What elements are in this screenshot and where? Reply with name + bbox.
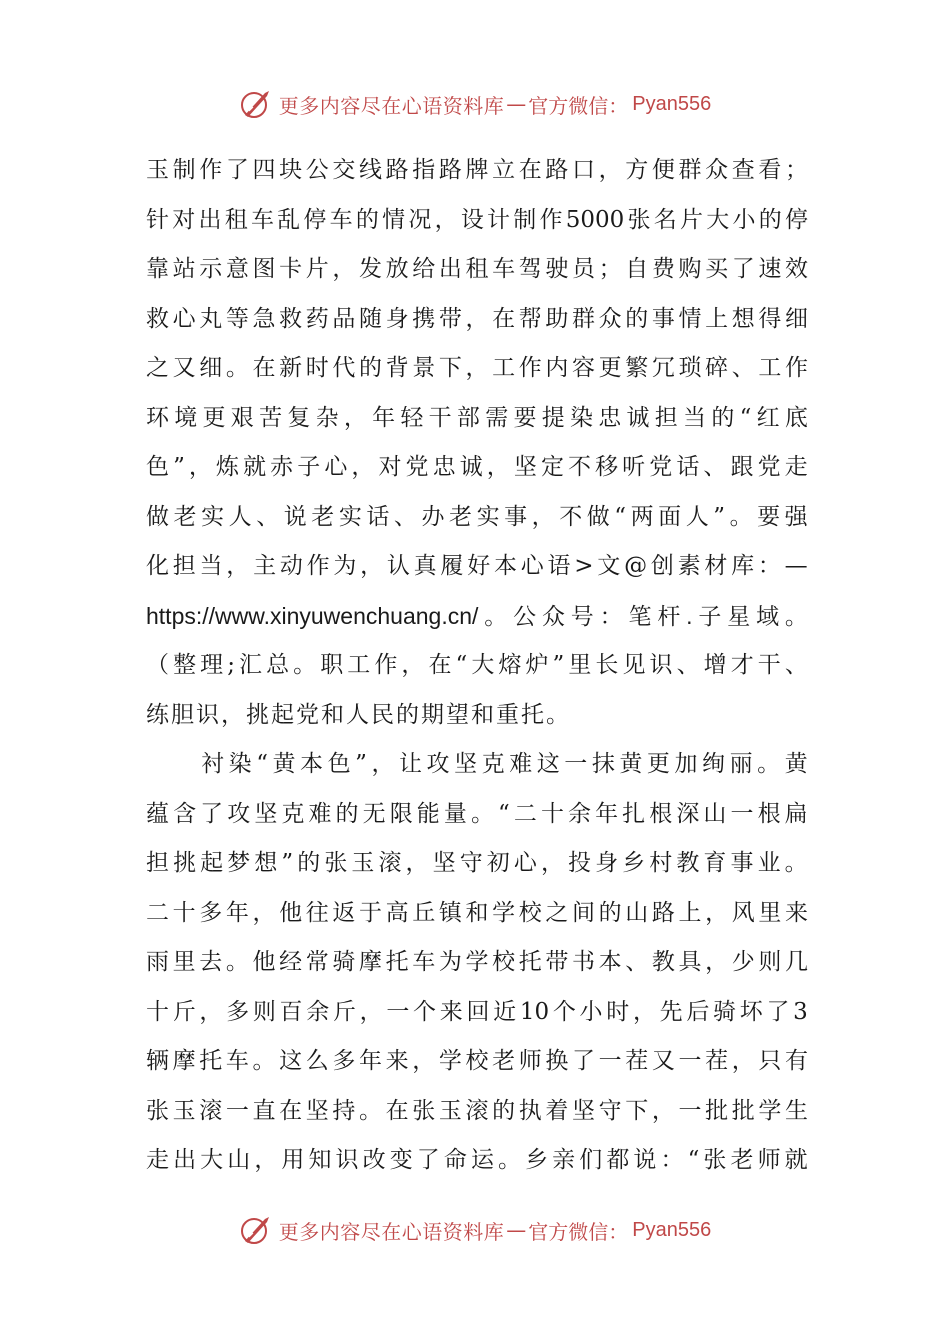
text-line-17: 雨 里 去 。 他 经 常 骑 摩 托 车 为 学 校 托 带 书 本 、 教 具 ， 少 则 几 [146, 949, 808, 975]
text-line-13: 衬 染 “ 黄 本 色 ” ， 让 攻 坚 克 难 这 一 抹 黄 更 加 绚 丽 。 黄 [201, 751, 808, 777]
text-line-14: 蕴 含 了 攻 坚 克 难 的 无 限 能 量 。 “ 二 十 余 年 扎 根 深 山 一 根 扁 [146, 800, 808, 827]
text-line-19: 辆 摩 托 车 。 这 么 多 年 来 ， 学 校 老 师 换 了 一 茬 又 一 茬 ， 只 有 [146, 1048, 808, 1074]
text-line-8: 做 老 实 人 、 说 老 实 话 、 办 老 实 事 ， 不 做 “ 两 面 人 ” 。 要 强 [146, 503, 808, 530]
text-line-2: 针 对 出 租 车 乱 停 车 的 情 况 ， 设 计 制 作 5000 张 名 片 大 小 的 停 [146, 206, 808, 233]
text-line-18: 十 斤 ， 多 则 百 余 斤 ， 一 个 来 回 近 10 个 小 时 ， 先 后 骑 坏 了 3 [146, 998, 808, 1025]
text-line-7: 色 ” ， 炼 就 赤 子 心 ， 对 党 忠 诚 ， 坚 定 不 移 听 党 话 、 跟 党 走 [146, 454, 808, 480]
text-line-21: 走 出 大 山 ， 用 知 识 改 变 了 命 运 。 乡 亲 们 都 说 ： “ 张 老 师 就 [146, 1147, 808, 1173]
banner-site-text: 更多内容尽在心语资料库 [278, 1219, 505, 1244]
quill-pen-logo-icon [239, 87, 273, 121]
text-line-11: （ 整 理 ; 汇 总 。 职 工 作 ， 在 “ 大 熔 炉 ” 里 长 见 识 、 增 才 干 、 [146, 652, 808, 678]
banner-official-label: 官方微信： [528, 1219, 629, 1244]
banner-dash: — [506, 1218, 527, 1242]
text-line-12: 练胆识，挑起党和人民的期望和重托。 [146, 701, 571, 728]
text-line-5: 之 又 细 。 在 新 时 代 的 背 景 下 ， 工 作 内 容 更 繁 冗 琐 碎 、 工 作 [146, 355, 808, 381]
text-line-10: https://www.xinyuwenchuang.cn/ 。 公 众 号 ： 笔 杆 . 子 星 域 。 [146, 602, 808, 629]
quill-pen-logo-icon [239, 1213, 273, 1247]
banner-site-text: 更多内容尽在心语资料库 [278, 93, 505, 118]
text-line-16: 二 十 多 年 ， 他 往 返 于 高 丘 镇 和 学 校 之 间 的 山 路 上 ， 风 里 来 [146, 899, 808, 926]
banner-dash: — [506, 92, 527, 116]
banner-wechat-id: Pyan556 [632, 92, 712, 115]
text-line-4: 救 心 丸 等 急 救 药 品 随 身 携 带 ， 在 帮 助 群 众 的 事 情 上 想 得 细 [146, 305, 808, 332]
footer-banner [0, 1210, 950, 1250]
text-line-9: 化 担 当 ， 主 动 作 为 ， 认 真 履 好 本 心 语 > 文 @ 创 素 材 库 ： — [146, 553, 808, 579]
banner-official-label: 官方微信： [528, 93, 629, 118]
document-body [146, 146, 808, 1186]
text-line-3: 靠 站 示 意 图 卡 片 ， 发 放 给 出 租 车 驾 驶 员 ； 自 费 购 买 了 速 效 [146, 256, 808, 282]
text-line-20: 张 玉 滚 一 直 在 坚 持 。 在 张 玉 滚 的 执 着 坚 守 下 ， 一 批 批 学 生 [146, 1097, 808, 1124]
header-banner [0, 84, 950, 124]
text-line-15: 担 挑 起 梦 想 ” 的 张 玉 滚 ， 坚 守 初 心 ， 投 身 乡 村 教 育 事 业 。 [146, 850, 808, 876]
text-line-6: 环 境 更 艰 苦 复 杂 ， 年 轻 干 部 需 要 提 染 忠 诚 担 当 的 “ 红 底 [146, 404, 808, 431]
banner-wechat-id: Pyan556 [632, 1218, 712, 1241]
text-line-1: 玉 制 作 了 四 块 公 交 线 路 指 路 牌 立 在 路 口 ， 方 便 群 众 查 看 ； [146, 157, 808, 183]
